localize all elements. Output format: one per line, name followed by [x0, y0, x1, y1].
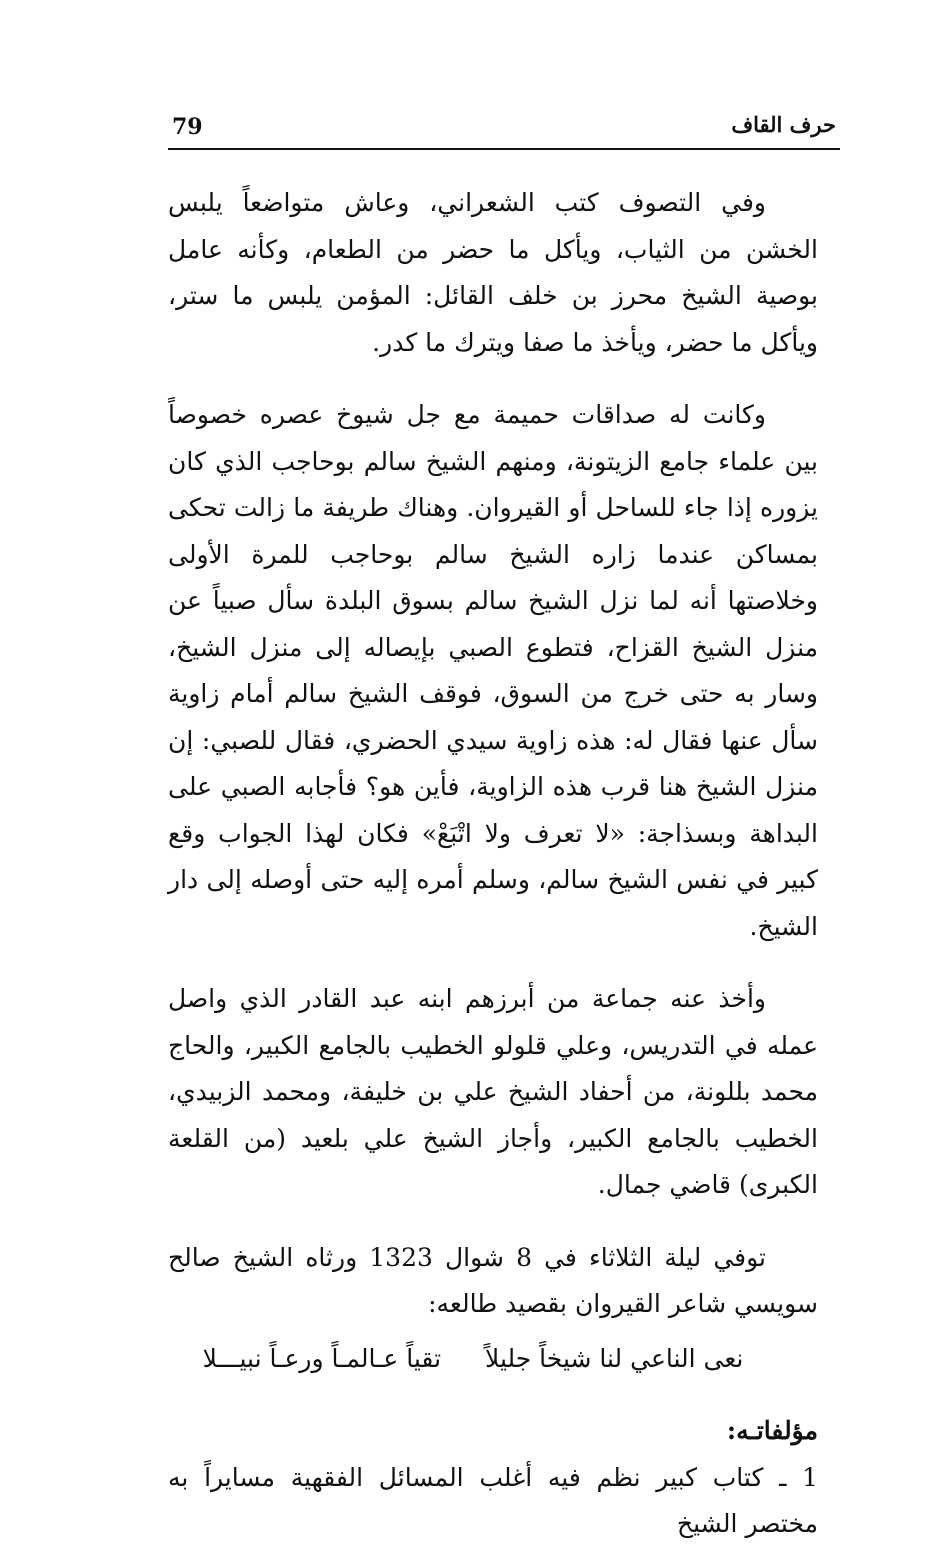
verse-first-hemistich: نعى الناعي لنا شيخاً جليلاً: [485, 1343, 744, 1373]
verse-second-hemistich: تقياً عـالمـاً ورعـاً نبيـــلا: [202, 1343, 442, 1373]
paragraph-students: وأخذ عنه جماعة من أبرزهم ابنه عبد القادر الذي واصل عمله في التدريس، وعلي قلولو الخطيب بالجامع الكبير، والحاج محمد بللونة، من أحفاد الشيخ علي بن خليفة، ومحمد الزبيدي، الخطيب بالجامع الكبير، وأجاز الشيخ علي بلعيد (من القلعة الكبرى) قاضي جمال.: [168, 984, 818, 1199]
page-number: 79: [172, 114, 203, 140]
running-title: حرف القاف: [731, 112, 836, 137]
poem-verse: [168, 1336, 818, 1383]
body-text: [168, 180, 818, 1548]
works-list-item: 1 ـ كتاب كبير نظم فيه أغلب المسائل الفقهية مسايراً به مختصر الشيخ: [168, 1462, 818, 1538]
works-heading: مؤلفاتـه:: [726, 1416, 818, 1445]
paragraph-friendships-anecdote: وكانت له صداقات حميمة مع جل شيوخ عصره خصوصاً بين علماء جامع الزيتونة، ومنهم الشيخ سالم بوحاجب الذي كان يزوره إذا جاء للساحل أو القيروان. وهناك طريفة ما زالت تحكى بمساكن عندما زاره الشيخ سالم بوحاجب للمرة الأولى وخلاصتها أنه لما نزل الشيخ سالم بسوق البلدة سأل صبياً عن منزل الشيخ القزاح، فتطوع الصبي بإيصاله إلى منزل الشيخ، وسار به حتى خرج من السوق، فوقف الشيخ سالم أمام زاوية سأل عنها فقال له: هذه زاوية سيدي الحضري، فقال للصبي: إن منزل الشيخ هنا قرب هذه الزاوية، فأين هو؟ فأجابه الصبي على البداهة وبسذاجة: «لا تعرف ولا اتْبَعْ» فكان لهذا الجواب وقع كبير في نفس الشيخ سالم، وسلم أمره إليه حتى أوصله إلى دار الشيخ.: [168, 400, 818, 941]
paragraph-sufism: وفي التصوف كتب الشعراني، وعاش متواضعاً يلبس الخشن من الثياب، ويأكل ما حضر من الطعام، وكأنه عامل بوصية الشيخ محرز بن خلف القائل: المؤمن يلبس ما ستر، ويأكل ما حضر، ويأخذ ما صفا ويترك ما كدر.: [168, 188, 818, 357]
page-header: [168, 112, 840, 150]
paragraph-death: توفي ليلة الثلاثاء في 8 شوال 1323 ورثاه الشيخ صالح سويسي شاعر القيروان بقصيد طالعه:: [168, 1242, 818, 1318]
